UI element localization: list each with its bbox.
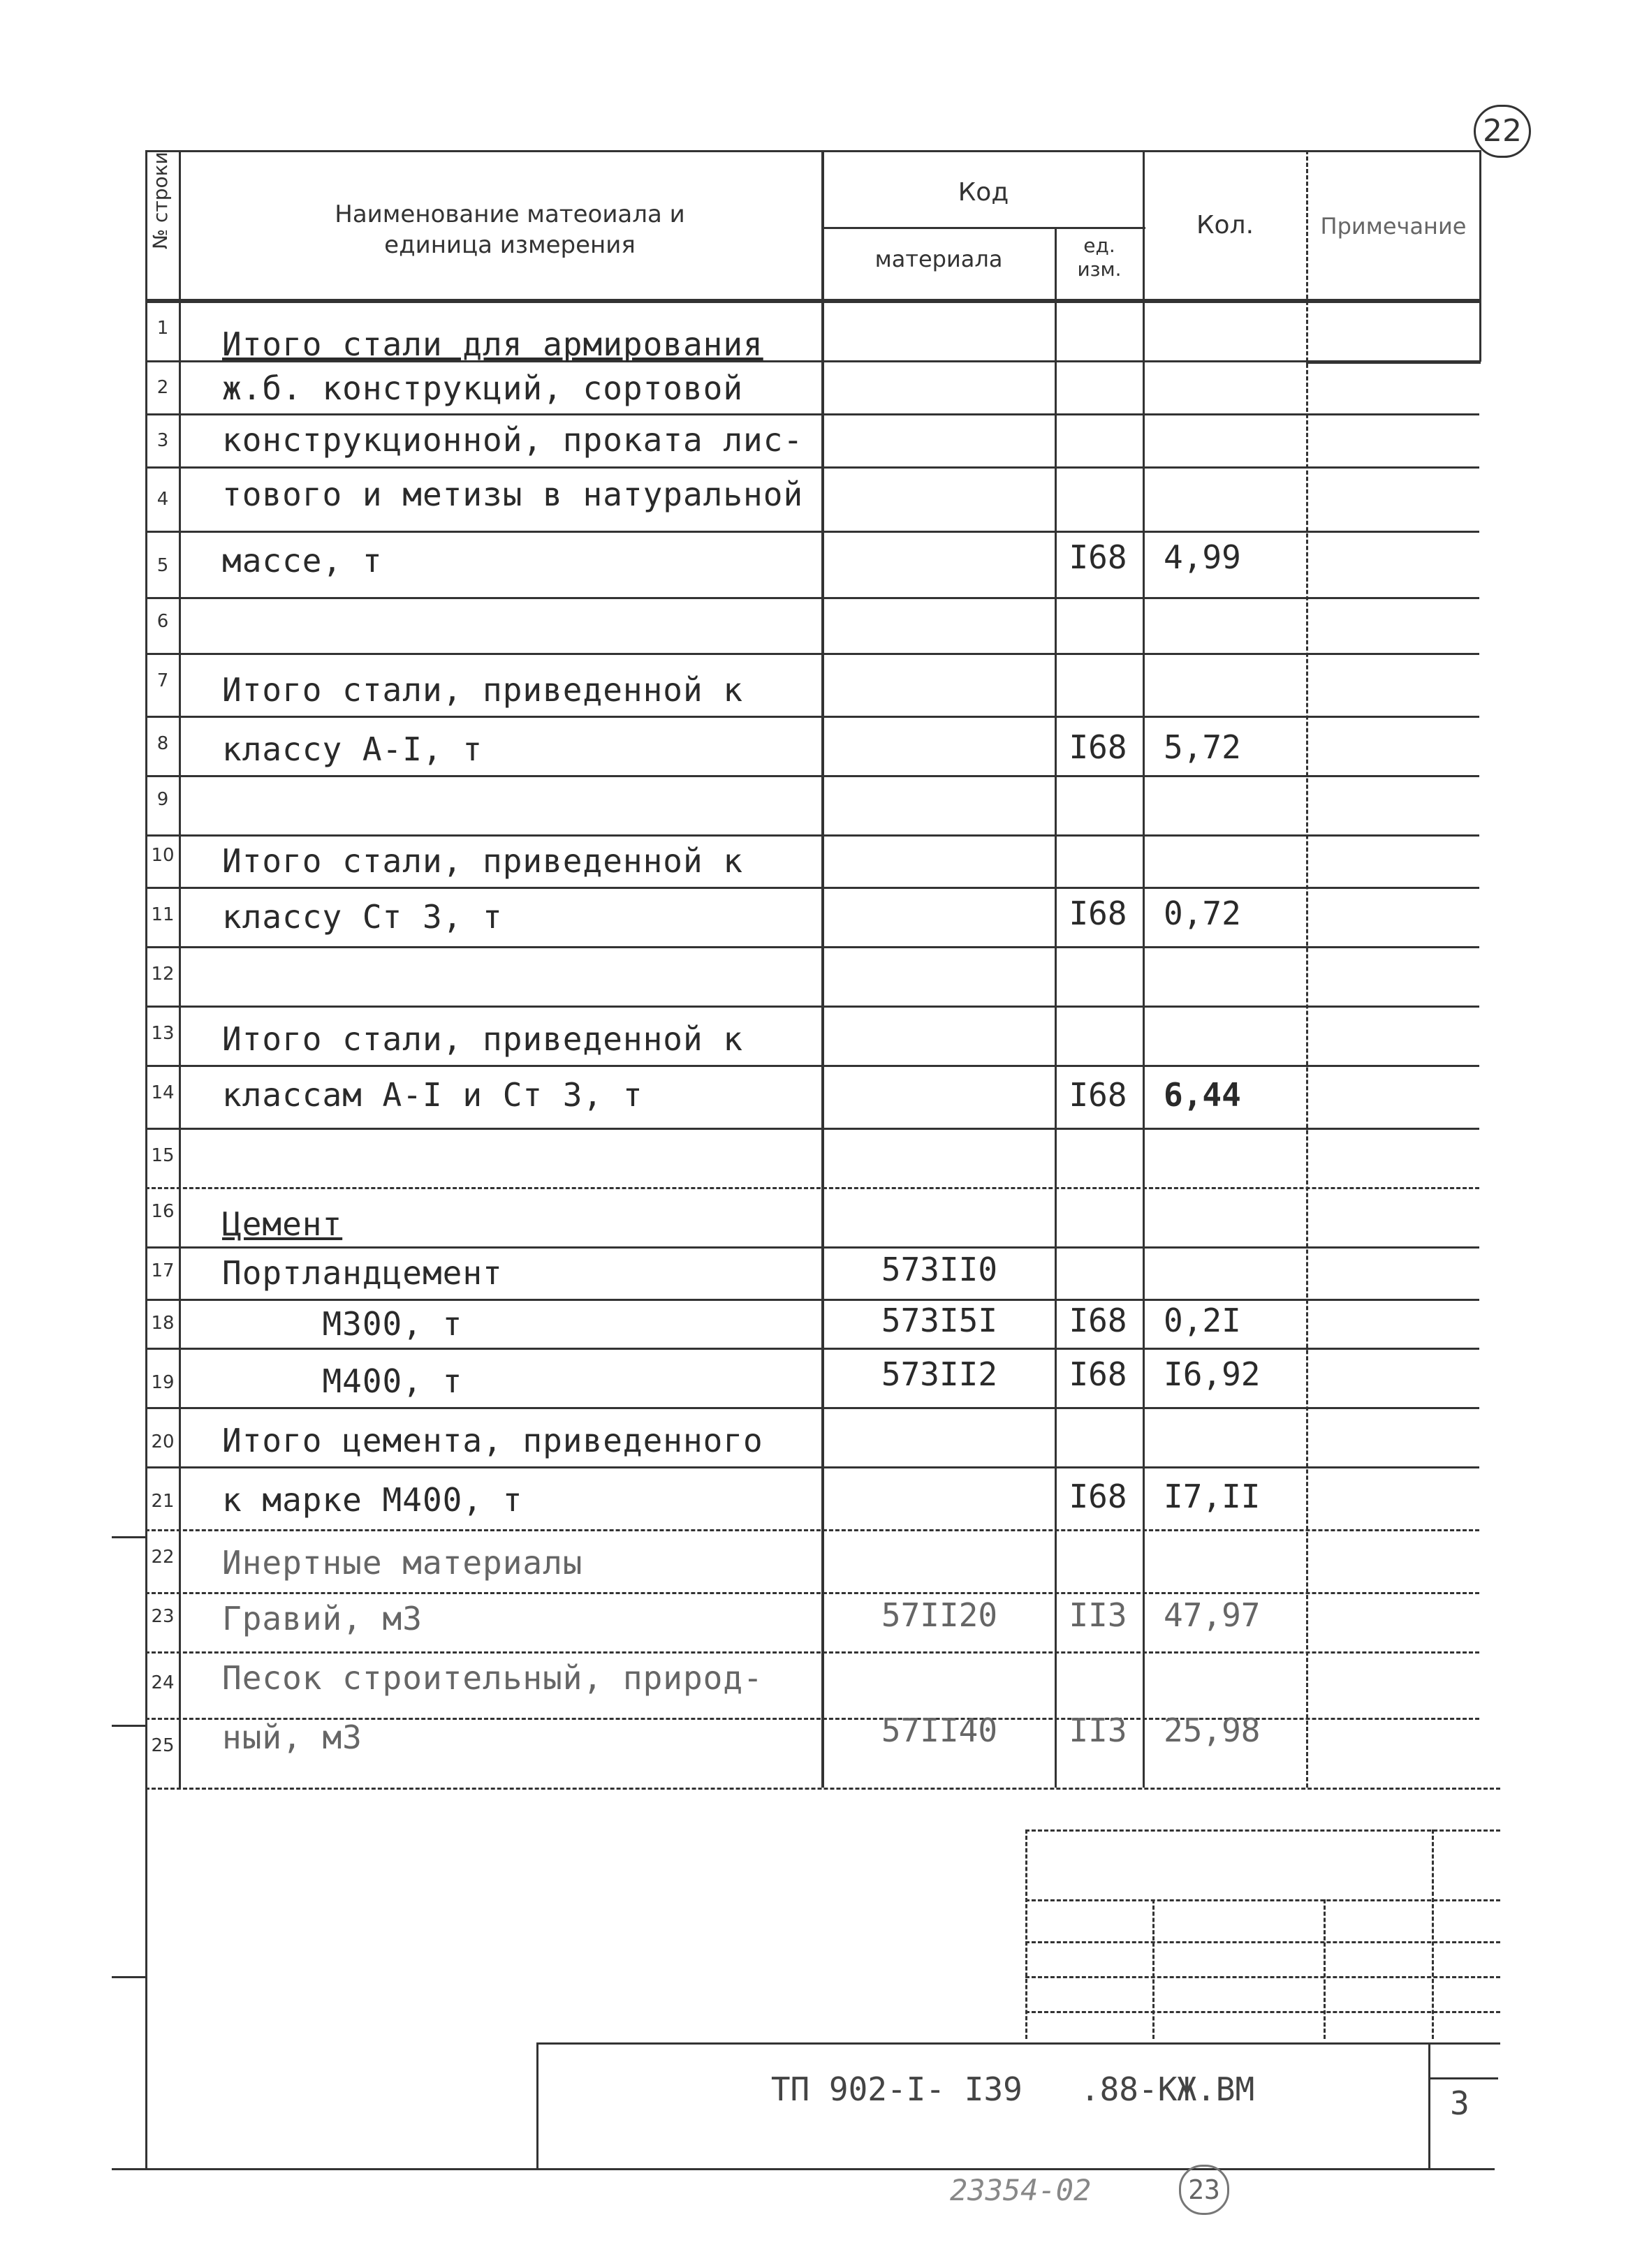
row-name: Итого стали для армирования bbox=[222, 325, 763, 363]
row-number: 6 bbox=[156, 611, 169, 632]
row-number: 8 bbox=[156, 733, 169, 754]
row-quantity: I7,II bbox=[1164, 1478, 1261, 1515]
row-number: 1 bbox=[156, 318, 169, 339]
row-number: 21 bbox=[151, 1491, 175, 1512]
name-header bbox=[210, 199, 810, 260]
row-number: 24 bbox=[151, 1672, 175, 1693]
row-quantity: I6,92 bbox=[1164, 1355, 1261, 1393]
unit-header bbox=[1056, 234, 1143, 281]
row-name: Итого стали, приведенной к bbox=[222, 671, 744, 709]
row-quantity: 47,97 bbox=[1164, 1596, 1261, 1634]
row-material-code: 57II20 bbox=[881, 1596, 998, 1634]
row-number: 9 bbox=[156, 789, 169, 810]
row-material-code: 573II0 bbox=[881, 1251, 998, 1288]
row-number: 12 bbox=[151, 964, 175, 985]
row-number: 11 bbox=[151, 904, 175, 925]
row-number: 10 bbox=[151, 845, 175, 866]
row-quantity: 6,44 bbox=[1164, 1076, 1241, 1114]
name-header-line2: единица измерения bbox=[384, 231, 636, 259]
page-mark: 23 bbox=[1179, 2165, 1229, 2215]
row-number: 18 bbox=[151, 1313, 175, 1334]
row-name: Итого стали, приведенной к bbox=[222, 1020, 744, 1058]
row-name: тового и метизы в натуральной bbox=[222, 476, 804, 513]
row-name: М300, т bbox=[222, 1305, 463, 1343]
row-unit-code: I68 bbox=[1069, 1302, 1127, 1339]
row-quantity: 0,72 bbox=[1164, 894, 1241, 932]
row-unit-code: I68 bbox=[1069, 894, 1127, 932]
row-unit-code: I68 bbox=[1069, 1478, 1127, 1515]
row-number-header: № строки bbox=[149, 152, 172, 249]
unit-header-line1: ед. bbox=[1083, 234, 1115, 257]
row-quantity: 4,99 bbox=[1164, 538, 1241, 576]
row-name: Итого цемента, приведенного bbox=[222, 1422, 763, 1459]
row-number: 2 bbox=[156, 377, 169, 398]
row-material-code: 573I5I bbox=[881, 1302, 998, 1339]
row-number: 15 bbox=[151, 1145, 175, 1166]
row-name: классам А-I и Ст 3, т bbox=[222, 1076, 643, 1114]
row-unit-code: II3 bbox=[1069, 1711, 1127, 1749]
row-number: 16 bbox=[151, 1201, 175, 1222]
row-name: классу Ст 3, т bbox=[222, 898, 503, 936]
row-name: Цемент bbox=[222, 1205, 343, 1243]
material-code-header: материала bbox=[874, 246, 1003, 272]
row-material-code: 57II40 bbox=[881, 1711, 998, 1749]
row-number: 20 bbox=[151, 1431, 175, 1452]
row-number: 25 bbox=[151, 1735, 175, 1756]
row-number: 14 bbox=[151, 1082, 175, 1103]
row-name: классу А-I, т bbox=[222, 730, 483, 768]
row-unit-code: I68 bbox=[1069, 1355, 1127, 1393]
row-quantity: 0,2I bbox=[1164, 1302, 1241, 1339]
row-name: конструкционной, проката лис- bbox=[222, 421, 804, 459]
row-unit-code: II3 bbox=[1069, 1596, 1127, 1634]
name-header-line1: Наименование матеоиала и bbox=[335, 200, 685, 228]
row-name: М400, т bbox=[222, 1362, 463, 1400]
row-name: Инертные материалы bbox=[222, 1544, 583, 1582]
row-unit-code: I68 bbox=[1069, 1076, 1127, 1114]
row-number: 7 bbox=[156, 670, 169, 691]
row-unit-code: I68 bbox=[1069, 538, 1127, 576]
row-material-code: 573II2 bbox=[881, 1355, 998, 1393]
row-unit-code: I68 bbox=[1069, 728, 1127, 766]
unit-header-line2: изм. bbox=[1077, 258, 1122, 281]
quantity-header: Кол. bbox=[1196, 211, 1254, 240]
row-number: 19 bbox=[151, 1372, 175, 1393]
row-number: 13 bbox=[151, 1023, 175, 1044]
row-name: Песок строительный, природ- bbox=[222, 1659, 763, 1697]
row-number: 3 bbox=[156, 430, 169, 451]
note-header: Примечание bbox=[1320, 213, 1467, 240]
row-quantity: 25,98 bbox=[1164, 1711, 1261, 1749]
archive-number: 23354-02 bbox=[950, 2173, 1092, 2207]
row-name: Итого стали, приведенной к bbox=[222, 842, 744, 880]
row-number: 22 bbox=[151, 1547, 175, 1568]
page-number: 22 bbox=[1474, 105, 1531, 158]
row-name: ж.б. конструкций, сортовой bbox=[222, 369, 744, 407]
row-number: 4 bbox=[156, 489, 169, 510]
row-name: Гравий, м3 bbox=[222, 1600, 423, 1637]
code-header: Код bbox=[958, 178, 1009, 207]
document-code: ТП 902-I- I39 .88-КЖ.ВМ bbox=[770, 2070, 1255, 2108]
row-quantity: 5,72 bbox=[1164, 728, 1241, 766]
row-number: 17 bbox=[151, 1260, 175, 1281]
row-name: массе, т bbox=[222, 542, 383, 580]
row-name: Портландцемент bbox=[222, 1254, 503, 1292]
row-name: к марке М400, т bbox=[222, 1481, 523, 1519]
row-number: 23 bbox=[151, 1606, 175, 1627]
row-name: ный, м3 bbox=[222, 1718, 362, 1756]
sheet-number: 3 bbox=[1450, 2084, 1470, 2122]
row-number: 5 bbox=[156, 555, 169, 576]
